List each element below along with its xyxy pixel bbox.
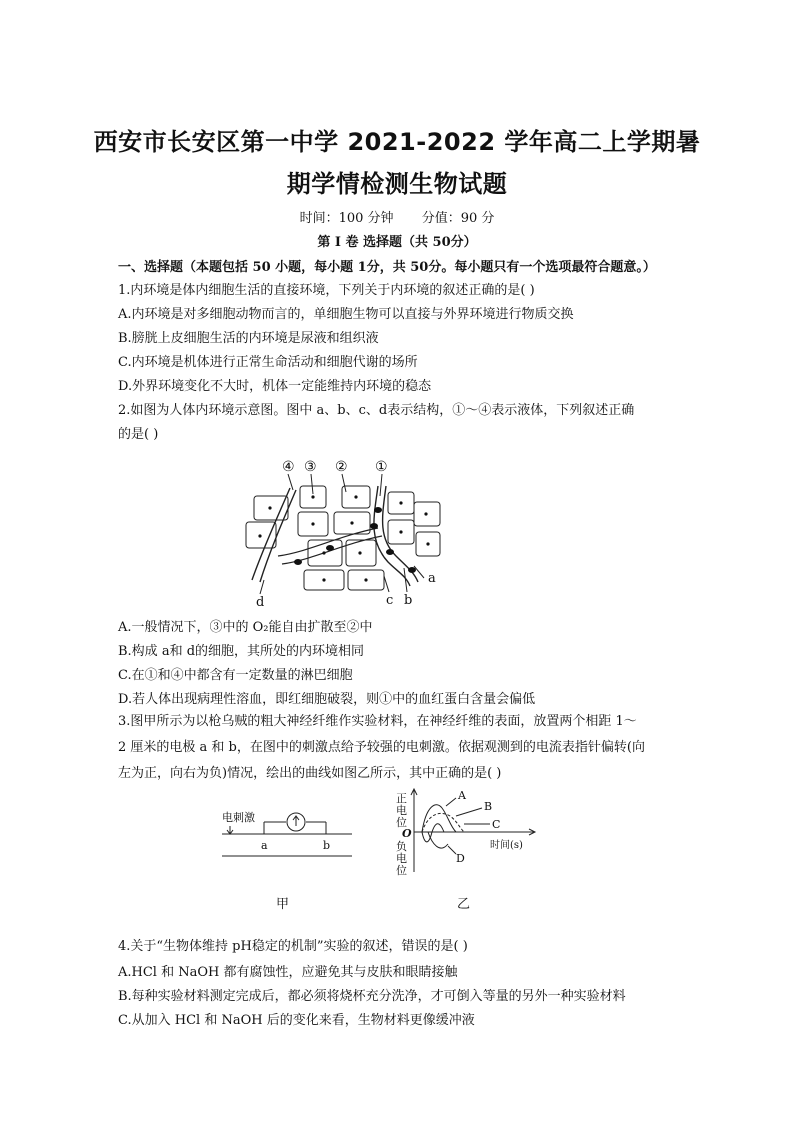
- origin-label: O: [402, 827, 412, 840]
- section-heading: 一、选择题（本题包括 50 小题，每小题 1分，共 50分。每小题只有一个选项最符合题意。）: [118, 260, 656, 275]
- q1-option-d: D.外界环境变化不大时，机体一定能维持内环境的稳态: [118, 379, 432, 394]
- q2-stem-2: 的是( ): [118, 427, 159, 442]
- neg-label-3: 位: [396, 864, 407, 877]
- exam-meta: [0, 207, 794, 226]
- neg-label-1: 负: [396, 840, 407, 853]
- q4-option-a: A.HCl 和 NaOH 都有腐蚀性，应避免其与皮肤和眼睛接触: [118, 965, 458, 980]
- q2-option-c: C.在①和④中都含有一定数量的淋巴细胞: [118, 668, 353, 683]
- q1-option-b: B.膀胱上皮细胞生活的内环境是尿液和组织液: [118, 331, 379, 346]
- q4-stem: 4.关于“生物体维持 pH稳定的机制”实验的叙述，错误的是( ): [118, 939, 468, 954]
- label-d: d: [256, 595, 265, 608]
- q4-option-b: B.每种实验材料测定完成后，都必须将烧杯充分洗净，才可倒入等量的另外一种实验材料: [118, 989, 626, 1004]
- potential-curve-figure-yi: [394, 786, 544, 878]
- q1-option-c: C.内环境是机体进行正常生命活动和细胞代谢的场所: [118, 355, 418, 370]
- q3-stem-1: 3.图甲所示为以枪乌贼的粗大神经纤维作实验材料，在神经纤维的表面，放置两个相距 1～: [118, 714, 637, 729]
- pos-label-3: 位: [396, 816, 407, 829]
- curve-a-label: A: [458, 789, 466, 802]
- label-1: ①: [375, 459, 388, 475]
- electrode-a-label: a: [261, 839, 268, 852]
- part-heading: 第 I 卷 选择题（共 50分）: [317, 235, 477, 250]
- electrode-b-label: b: [323, 839, 331, 852]
- nerve-fiber-figure-jia: [218, 806, 358, 866]
- q2-option-a: A.一般情况下，③中的 O₂能自由扩散至②中: [118, 620, 373, 635]
- q1-option-a: A.内环境是对多细胞动物而言的，单细胞生物可以直接与外界环境进行物质交换: [118, 307, 574, 322]
- exam-score: 分值：90 分: [421, 211, 495, 226]
- label-2: ②: [335, 459, 348, 475]
- curve-b-label: B: [484, 800, 493, 813]
- label-3: ③: [304, 459, 317, 475]
- q2-option-b: B.构成 a和 d的细胞，其所处的内环境相同: [118, 644, 365, 659]
- neg-label-2: 电: [396, 852, 407, 865]
- label-b: b: [404, 593, 413, 608]
- label-4: ④: [282, 459, 295, 475]
- q4-option-c: C.从加入 HCl 和 NaOH 后的变化来看，生物材料更像缓冲液: [118, 1013, 475, 1028]
- curve-d-label: D: [456, 852, 465, 865]
- label-a: a: [428, 571, 436, 586]
- title-line-1: 西安市长安区第一中学 2021-2022 学年高二上学期暑: [93, 128, 701, 156]
- time-axis-label: 时间(s): [490, 840, 523, 851]
- q2-option-d: D.若人体出现病理性溶血，即红细胞破裂，则①中的血红蛋白含量会偏低: [118, 692, 536, 707]
- q3-stem-2: 2 厘米的电极 a 和 b，在图中的刺激点给予较强的电刺激。依据观测到的电流表指针偏转(向: [118, 740, 645, 755]
- title-line-2: 期学情检测生物试题: [286, 170, 508, 198]
- q1-stem: 1.内环境是体内细胞生活的直接环境，下列关于内环境的叙述正确的是( ): [118, 283, 535, 298]
- curve-c-label: C: [492, 818, 501, 831]
- q3-stem-3: 左为正，向右为负)情况，绘出的曲线如图乙所示，其中正确的是( ): [118, 766, 502, 781]
- figure-jia-caption: 甲: [276, 897, 290, 912]
- pos-label-2: 电: [396, 804, 407, 817]
- exam-time: 时间：100 分钟: [299, 211, 394, 226]
- label-c: c: [386, 593, 394, 608]
- stim-label: 电刺激: [222, 811, 255, 824]
- internal-environment-figure: [238, 456, 448, 608]
- pos-label-1: 正: [396, 792, 407, 805]
- q2-stem-1: 2.如图为人体内环境示意图。图中 a、b、c、d表示结构，①～④表示液体，下列叙述正确: [118, 403, 635, 418]
- figure-yi-caption: 乙: [457, 897, 471, 912]
